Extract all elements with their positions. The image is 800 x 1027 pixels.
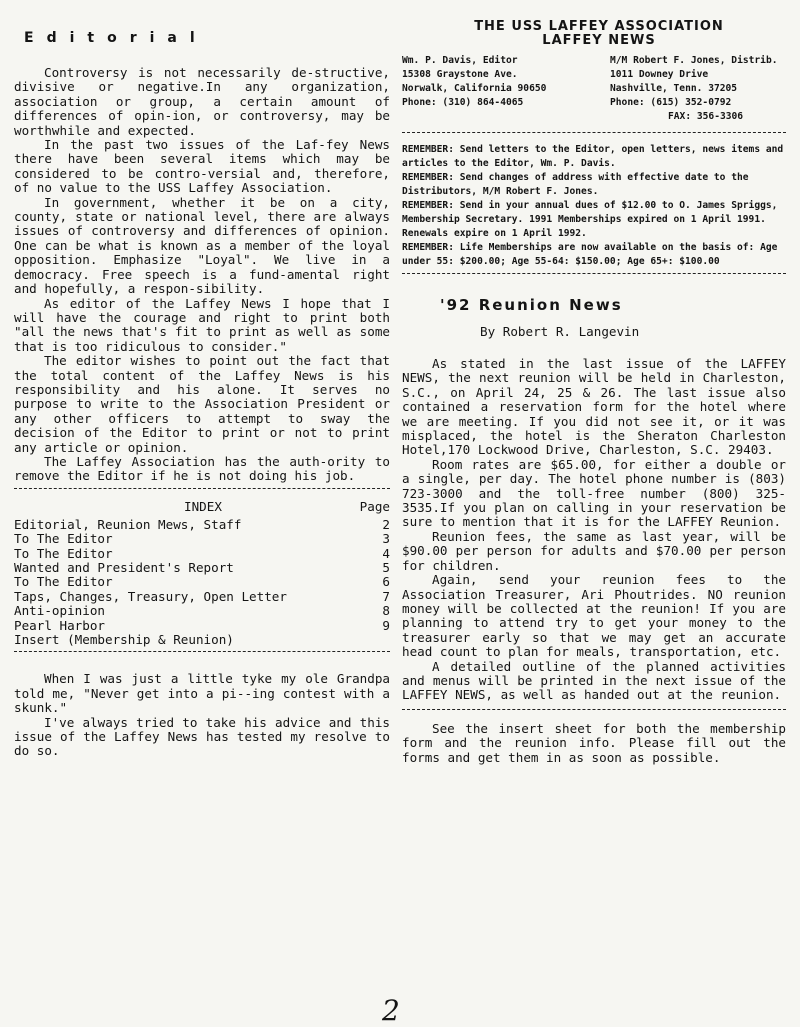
- divider: [402, 132, 786, 133]
- index-row: [14, 561, 390, 575]
- distributor-address: [610, 54, 786, 124]
- divider: [402, 709, 786, 710]
- index-row: [14, 590, 390, 604]
- reminder: REMEMBER: Send letters to the Editor, open letters, news items and articles to the Editor, Wm. P. Davis.: [402, 144, 784, 169]
- reunion-paragraph: Reunion fees, the same as last year, will be $90.00 per person for adults and $70.00 per person for children.: [402, 528, 786, 573]
- index-page: 5: [382, 560, 390, 575]
- page-number: 2: [382, 994, 400, 1027]
- index-label: Wanted and President's Report: [14, 560, 234, 575]
- divider: [14, 651, 390, 652]
- address-line: 15308 Graystone Ave.: [402, 69, 518, 80]
- index-row: [14, 518, 390, 532]
- address-line: Nashville, Tenn. 37205: [610, 83, 738, 94]
- index-row: [14, 619, 390, 633]
- masthead-association: THE USS LAFFEY ASSOCIATION: [474, 19, 724, 34]
- divider: [402, 273, 786, 274]
- editorial-paragraph: The editor wishes to point out the fact that the total content of the Laffey News is his responsibility and his alone. It serves no purpose to write to the Association President or any other officers to attempt to sway the decision of the Editor to print or not to print any article or opinion.: [14, 353, 390, 455]
- editorial-paragraph: In government, whether it be on a city, county, state or national level, there are always issues of controversy and differences of opinion. One can be what is known as a member of the loyal opposition. Emphasize "Loyal". We live in a democracy. Free speech is a fund-amental right and hopefully, a respon-sibility.: [14, 194, 390, 297]
- reunion-paragraph: A detailed outline of the planned activities and menus will be printed in the next issue of the LAFFEY NEWS, as well as handed out at the reunion.: [402, 658, 786, 703]
- index-label: To The Editor: [14, 545, 113, 561]
- index-row: [14, 532, 390, 546]
- staff-addresses: [402, 54, 786, 124]
- address-line: Norwalk, California 90650: [402, 83, 547, 94]
- editorial-paragraph: As editor of the Laffey News I hope that I will have the courage and right to print both "all the news that's fit to print as well as some that is too ridiculous to consider.": [14, 295, 390, 354]
- editorial-paragraph: In the past two issues of the Laf-fey News there have been several items which may be considered to be contro-versial and, therefore, of no value to the USS Laffey Association.: [14, 137, 390, 196]
- index-label: Editorial, Reunion Mews, Staff: [14, 516, 242, 532]
- index-label: Pearl Harbor: [14, 617, 105, 633]
- index-page: 6: [382, 574, 390, 590]
- index-page: 9: [382, 617, 390, 633]
- index-row: [14, 604, 390, 618]
- index-list: [14, 518, 390, 648]
- byline: By Robert R. Langevin: [480, 324, 640, 339]
- grandpa-quote: [14, 672, 390, 758]
- index-label: Taps, Changes, Treasury, Open Letter: [14, 588, 287, 604]
- reminder: REMEMBER: Send in your annual dues of $12.00 to O. James Spriggs, Membership Secretary. 1991 Memberships expired on 1 April 1991. Renewals expire on 1 April 1992.: [402, 200, 778, 239]
- masthead: [402, 20, 786, 48]
- masthead-newsletter: LAFFEY NEWS: [542, 33, 656, 48]
- index-row: [14, 575, 390, 589]
- index-label: To The Editor: [14, 531, 113, 547]
- reunion-paragraph: Room rates are $65.00, for either a double or a single, per day. The hotel phone number is (803) 723-3000 and the toll-free number (800) 325-3535.If you plan on calling in your reservation be sure to mention that it is for the LAFFEY Reunion.: [402, 456, 786, 530]
- reunion-paragraph: As stated in the last issue of the LAFFEY NEWS, the next reunion will be held in Charleston, S.C., on April 24, 25 & 26. The last issue also contained a reservation form for the hotel where we are meeting. If you did not see it, or it was misplaced, the hotel is the Sheraton Charleston Hotel,170 Lockwood Drive, Charleston, S.C. 29403.: [402, 356, 786, 458]
- reunion-paragraph: Again, send your reunion fees to the Association Treasurer, Ari Phoutrides. NO reunion money will be collected at the reunion! If you are planning to attend try to get your money to the treasurer early so that we may get an accurate head count to plan for meals, transportation, etc.: [402, 572, 786, 660]
- quote-paragraph: I've always tried to take his advice and this issue of the Laffey News has tested my resolve to do so.: [14, 714, 390, 759]
- index-label: Anti-opinion: [14, 603, 105, 619]
- address-line: Wm. P. Davis, Editor: [402, 55, 518, 66]
- index-header: [14, 499, 390, 514]
- index-heading: INDEX: [184, 498, 222, 514]
- reminder: REMEMBER: Life Memberships are now available on the basis of: Age under 55: $200.00; Age 55-64: $150.00; Age 65+: $100.00: [402, 242, 778, 267]
- index-page: 8: [382, 603, 390, 619]
- address-line: M/M Robert F. Jones, Distrib.: [610, 55, 778, 66]
- fax-number: FAX: 356-3306: [668, 111, 744, 122]
- reunion-closing: See the insert sheet for both the membership form and the reunion info. Please fill out the forms and get them in as soon as possible.: [402, 720, 786, 765]
- editorial-title: Editorial: [24, 30, 208, 46]
- address-line: Phone: (310) 864-4065: [402, 97, 524, 108]
- index-page: 7: [382, 588, 390, 604]
- reminders: [402, 143, 786, 269]
- index-page: 2: [382, 516, 390, 532]
- index-label: Insert (Membership & Reunion): [14, 632, 234, 648]
- index-label: To The Editor: [14, 574, 113, 590]
- index-page: [374, 633, 390, 647]
- index-page: 3: [382, 531, 390, 547]
- address-line: 1011 Downey Drive: [610, 69, 709, 80]
- editorial-paragraph: The Laffey Association has the auth-ority to remove the Editor if he is not doing his job.: [14, 453, 390, 484]
- editorial-paragraph: Controversy is not necessarily de-structive, divisive or negative.In any organization, association or group, a certain amount of differences of opin-ion, or controversy, may be worthwhile and expected.: [14, 65, 390, 138]
- address-line: Phone: (615) 352-0792: [610, 97, 732, 108]
- reunion-title: '92 Reunion News: [440, 296, 623, 314]
- divider: [14, 488, 390, 489]
- reminder: REMEMBER: Send changes of address with effective date to the Distributors, M/M Robert F. Jones.: [402, 172, 749, 197]
- quote-paragraph: When I was just a little tyke my ole Grandpa told me, "Never get into a pi--ing contest with a skunk.": [14, 671, 390, 716]
- editor-address: [402, 54, 546, 124]
- index-page: 4: [382, 545, 390, 561]
- left-column: [14, 30, 390, 759]
- right-column: [402, 20, 786, 765]
- index-row: [14, 633, 390, 647]
- index-page-heading: Page: [359, 498, 390, 514]
- index-row: [14, 547, 390, 561]
